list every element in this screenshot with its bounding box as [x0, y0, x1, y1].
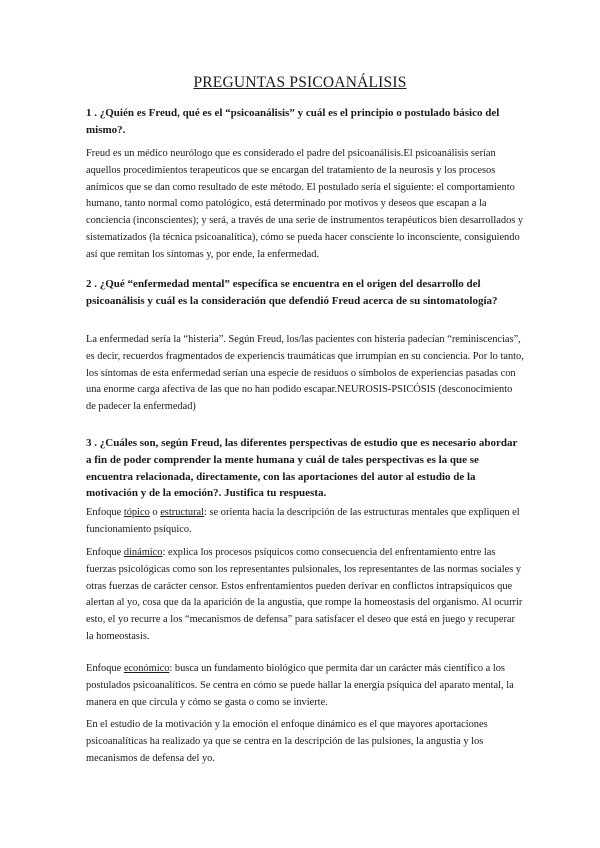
- topico-joiner: o: [149, 507, 161, 518]
- dinamico-text: : explica los procesos psíquicos como consecuencia del enfrentamiento entre las fuerzas psicológicas como son los representantes pulsionales, los representantes de las normas sociales y otras fuerzas de carácter censor. Estos enfrentamientos pueden derivar en conflictos intrapsíquicos que alertan al yo, cosa que da la aparición de la angustia, que rompe la homeostasis del organismo. Al ocurrir esto, el yo recurre a los “mecanismos de defensa” para satisfacer el deseo que está en juego y recuperar la homeostasis.: [86, 547, 523, 642]
- question-3: 3 . ¿Cuáles son, según Freud, las diferentes perspectivas de estudio que es necesario abordar a fin de poder comprender la mente humana y cuál de tales perspectivas es la que se encuentra relacionada, directamente, con las aportaciones del autor al estudio de la motivación y de la emoción?. Justifica tu respuesta.: [86, 437, 518, 500]
- answer-1: Freud es un médico neurólogo que es considerado el padre del psicoanálisis.El psicoanálisis serían aquellos procedimientos terapeuticos que se encargan del tratamiento de la neurosis y los procesos anímicos que se dan como resultado de este método. El postulado sería el siguiente: el comportamiento humano, tanto normal como patológico, está determinado por motivos y deseos que escapan a la conciencia (inconscientes); y será, a través de una serie de instrumentos terapéuticos bien desarrollados y sistematizados (la técnica psicoanalítica), cómo se pueda hacer consciente lo inconsciente, consiguiendo así que remitan los síntomas y, por ende, la enfermedad.: [86, 148, 524, 260]
- question-2: 2 . ¿Qué “enfermedad mental” específica se encuentra en el origen del desarrollo del psicoanálisis y cuál es la consideración que defendió Freud acerca de su sintomatología?: [86, 278, 498, 307]
- topico-term: tópico: [123, 507, 150, 518]
- answer-3-economico: [86, 661, 524, 711]
- answer-3-dinamico: [86, 545, 524, 646]
- dinamico-prefix: Enfoque: [86, 547, 124, 558]
- question-1: 1 . ¿Quién es Freud, qué es el “psicoanálisis” y cuál es el principio o postulado básico del mismo?.: [86, 107, 500, 136]
- answer-3-topico: [86, 505, 524, 539]
- topico-text: : se orienta hacia la descripción de las estructuras mentales que expliquen el funcionamiento psíquico.: [86, 507, 520, 535]
- topico-prefix: Enfoque: [86, 507, 124, 518]
- document-title: PREGUNTAS PSICOANÁLISIS: [193, 74, 407, 91]
- estructural-term: estructural: [160, 507, 205, 518]
- economico-term: económico: [123, 663, 170, 674]
- economico-text: : busca un fundamento biológico que permita dar un carácter más científico a los postulados psicoanalíticos. Se centra en cómo se puede hallar la energía psíquica del aparato mental, la manera en que circula y cómo se gasta o como se invierte.: [86, 663, 514, 708]
- dinamico-term: dinámico: [123, 547, 163, 558]
- answer-2: La enfermedad sería la “histeria”. Según Freud, los/las pacientes con histeria padecían “reminiscencias”, es decir, recuerdos fragmentados de experiencis traumáticas que irrumpían en su conciencia. Por lo tanto, los síntomas de esta enfermedad serían una especie de residuos o símbolos de experiencias pasadas con una enorme carga afectiva de las que no han podido escapar.NEUROSIS-PSICÓSIS (desconocimiento de padecer la enfermedad): [86, 334, 524, 413]
- answer-3-conclusion: En el estudio de la motivación y la emoción el enfoque dinámico es el que mayores aportaciones psicoanalíticas ha realizado ya que se centra en la descripción de las pulsiones, la angustia y los mecanismos de defensa del yo.: [86, 719, 488, 764]
- economico-prefix: Enfoque: [86, 663, 124, 674]
